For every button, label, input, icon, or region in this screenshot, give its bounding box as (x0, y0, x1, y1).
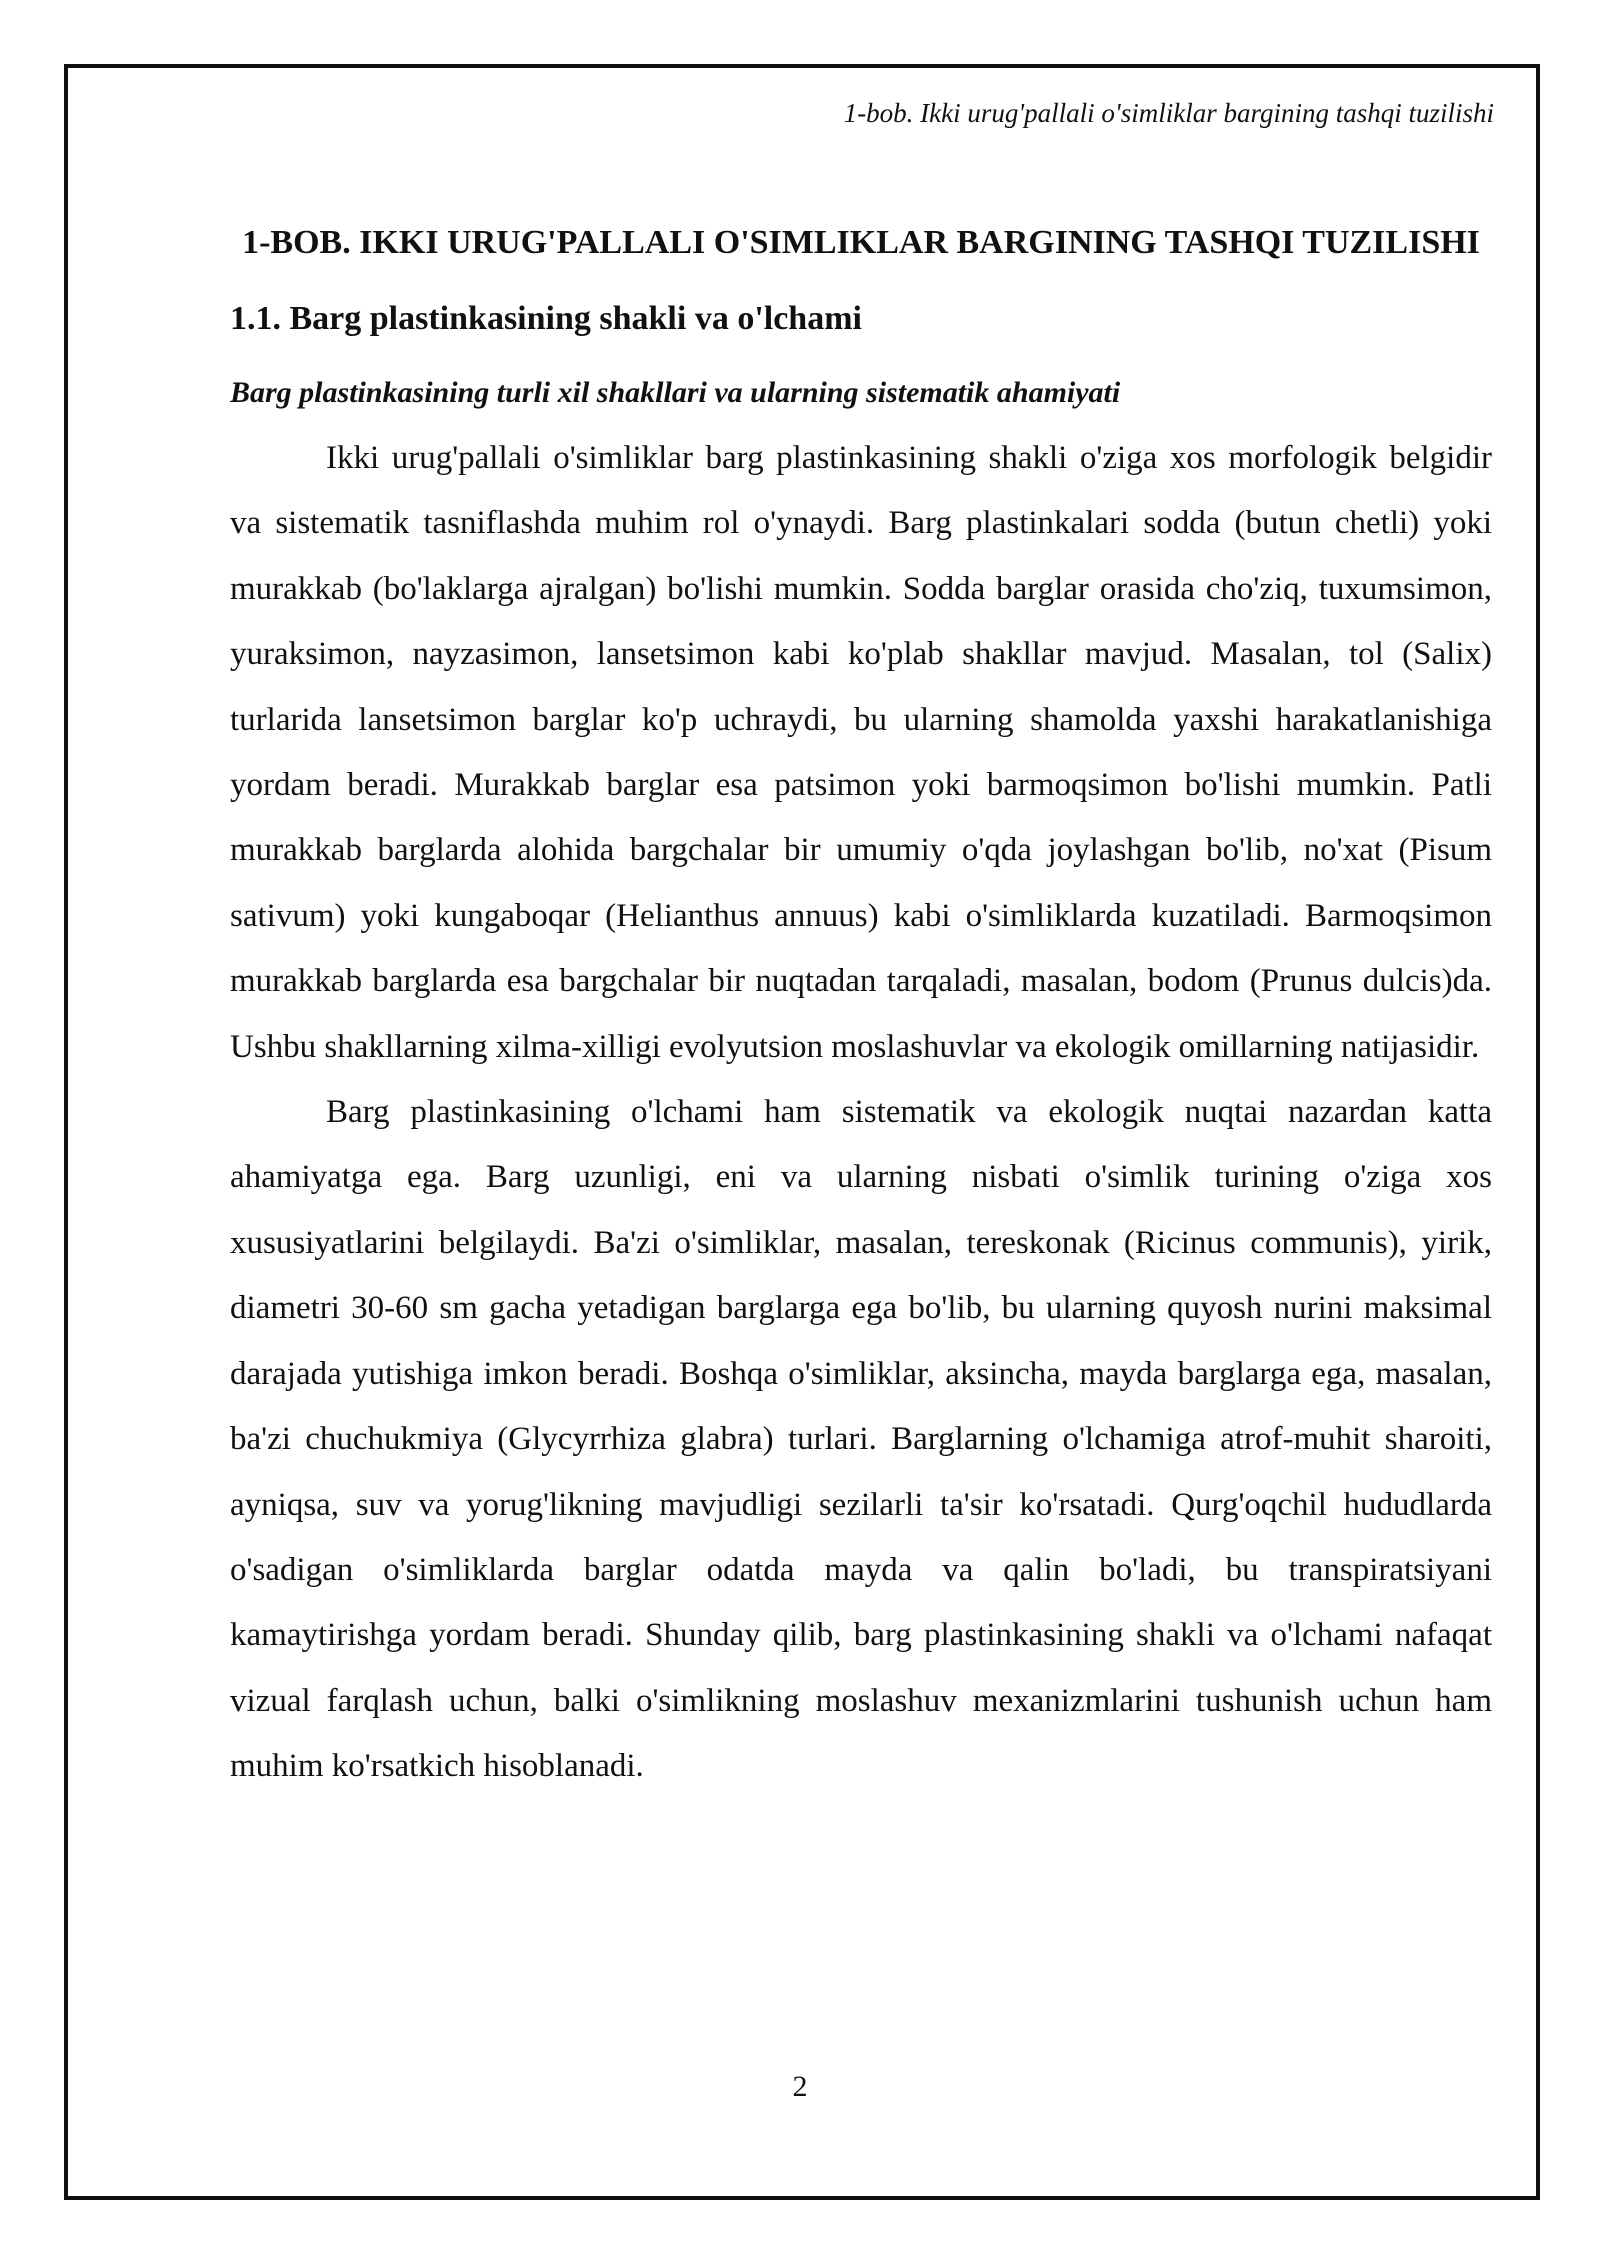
body-paragraph-1: Ikki urug'pallali o'simliklar barg plastinkasining shakli o'ziga xos morfologik belgidir va sistematik tasniflashda muhim rol o'ynaydi. Barg plastinkalari sodda (butun chetli) yoki murakkab (bo'laklarga ajralgan) bo'lishi mumkin. Sodda barglar orasida cho'ziq, tuxumsimon, yuraksimon, nayzasimon, lansetsimon kabi ko'plab shakllar mavjud. Masalan, tol (Salix) turlarida lansetsimon barglar ko'p uchraydi, bu ularning shamolda yaxshi harakatlanishiga yordam beradi. Murakkab barglar esa patsimon yoki barmoqsimon bo'lishi mumkin. Patli murakkab barglarda alohida bargchalar bir umumiy o'qda joylashgan bo'lib, no'xat (Pisum sativum) yoki kungaboqar (Helianthus annuus) kabi o'simliklarda kuzatiladi. Barmoqsimon murakkab barglarda esa bargchalar bir nuqtadan tarqaladi, masalan, bodom (Prunus dulcis)da. Ushbu shakllarning xilma-xilligi evolyutsion moslashuvlar va ekologik omillarning natijasidir. (230, 440, 1492, 1065)
chapter-title: 1-BOB. IKKI URUG'PALLALI O'SIMLIKLAR BARGINING TASHQI TUZILISHI (242, 224, 1480, 261)
running-header: 1-bob. Ikki urug'pallali o'simliklar bargining tashqi tuzilishi (843, 98, 1494, 128)
page-content (230, 210, 1492, 1800)
page-number: 2 (792, 2070, 808, 2103)
subsection-heading: Barg plastinkasining turli xil shakllari va ularning sistematik ahamiyati (230, 376, 1121, 409)
section-heading: 1.1. Barg plastinkasining shakli va o'lchami (230, 300, 862, 337)
body-paragraph-2: Barg plastinkasining o'lchami ham sistematik va ekologik nuqtai nazardan katta ahamiyatga ega. Barg uzunligi, eni va ularning nisbati o'simlik turining o'ziga xos xususiyatlarini belgilaydi. Ba'zi o'simliklar, masalan, tereskonak (Ricinus communis), yirik, diametri 30-60 sm gacha yetadigan barglarga ega bo'lib, bu ularning quyosh nurini maksimal darajada yutishiga imkon beradi. Boshqa o'simliklar, aksincha, mayda barglarga ega, masalan, ba'zi chuchukmiya (Glycyrrhiza glabra) turlari. Barglarning o'lchamiga atrof-muhit sharoiti, ayniqsa, suv va yorug'likning mavjudligi sezilarli ta'sir ko'rsatadi. Qurg'oqchil hududlarda o'sadigan o'simliklarda barglar odatda mayda va qalin bo'ladi, bu transpiratsiyani kamaytirishga yordam beradi. Shunday qilib, barg plastinkasining shakli va o'lchami nafaqat vizual farqlash uchun, balki o'simlikning moslashuv mexanizmlarini tushunish uchun ham muhim ko'rsatkich hisoblanadi. (230, 1094, 1492, 1785)
